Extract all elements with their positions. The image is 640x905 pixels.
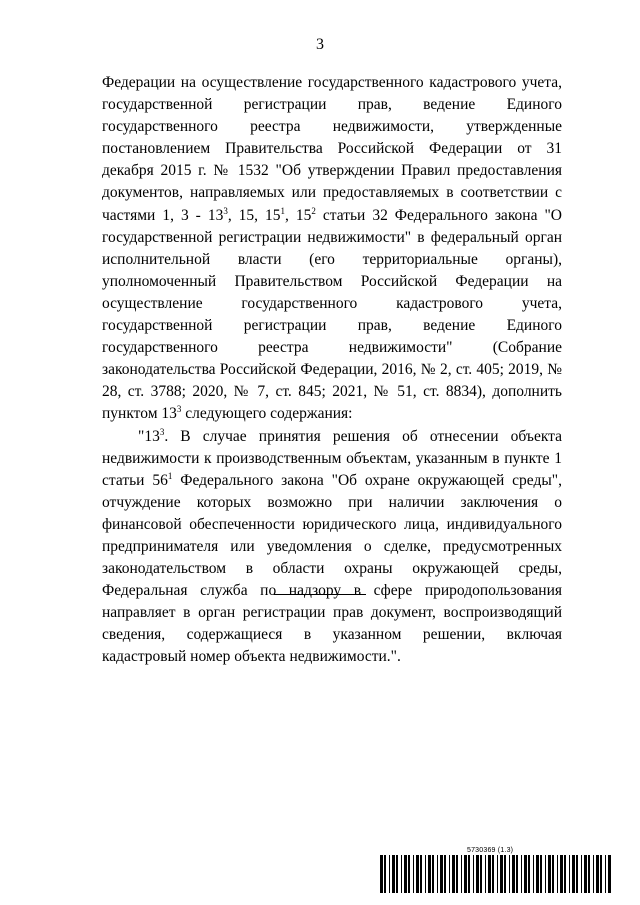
barcode-bar (560, 855, 563, 893)
barcode-bar (497, 855, 498, 893)
barcode-bar (380, 855, 383, 893)
barcode-bar (596, 855, 599, 893)
superscript: 1 (280, 205, 286, 216)
barcode-bar (533, 855, 534, 893)
barcode-bar (461, 855, 462, 893)
barcode (380, 855, 614, 893)
barcode-bar (545, 855, 546, 893)
amendment-intro-paragraph (102, 72, 562, 426)
barcode-bar (420, 855, 422, 893)
barcode-bar (521, 855, 522, 893)
barcode-bar (444, 855, 446, 893)
barcode-bar (516, 855, 518, 893)
barcode-bar (464, 855, 467, 893)
superscript: 2 (311, 205, 316, 216)
barcode-bar (572, 855, 575, 893)
barcode-bar (485, 855, 486, 893)
barcode-bar (392, 855, 395, 893)
barcode-bar (452, 855, 455, 893)
superscript: 3 (223, 205, 228, 216)
barcode-bar (504, 855, 506, 893)
barcode-bar (528, 855, 530, 893)
superscript: 3 (176, 404, 182, 415)
barcode-bar (389, 855, 390, 893)
barcode-bar (552, 855, 554, 893)
barcode-bar (468, 855, 470, 893)
paragraph-text: . В случае принятия решения об отнесении объекта недвижимости к производственным объектам, указанным в пункте 1 статьи 56 (102, 427, 562, 489)
barcode-bar (548, 855, 551, 893)
barcode-label: 5730369 (1.3) (467, 847, 514, 854)
barcode-bar (581, 855, 582, 893)
paragraph-text: "13 (138, 427, 160, 445)
barcode-bar (456, 855, 458, 893)
barcode-bar (524, 855, 527, 893)
barcode-bar (557, 855, 558, 893)
barcode-bar (593, 855, 594, 893)
barcode-bar (488, 855, 491, 893)
barcode-bar (440, 855, 443, 893)
page-number: 3 (316, 36, 324, 53)
superscript: 3 (159, 426, 165, 437)
barcode-bar (413, 855, 414, 893)
barcode-bar (605, 855, 606, 893)
barcode-bar (449, 855, 450, 893)
barcode-bar (432, 855, 434, 893)
barcode-bar (476, 855, 479, 893)
barcode-bar (608, 855, 611, 893)
barcode-bar (437, 855, 438, 893)
paragraph-text: , 15, 15 (227, 206, 281, 224)
barcode-bar (408, 855, 410, 893)
barcode-bar (584, 855, 587, 893)
superscript: 1 (167, 470, 173, 481)
barcode-bar (404, 855, 407, 893)
paragraph-text: Федерального закона "Об охране окружающей среды", отчуждение которых возможно при наличии заключения о финансовой обеспеченности юридического лица, индивидуального предпринимателя или уведомления о сделке, предусмотренных законодательством в области охраны окружающей среды, Федеральная служба по надзору в сфере природопользования направляет в орган регистрации прав документ, воспроизводящий сведения, содержащиеся в указанном решении, включая кадастровый номер объекта недвижимости.". (102, 471, 562, 666)
paragraph-text: , 15 (285, 206, 312, 224)
barcode-bar (512, 855, 515, 893)
barcode-bar (401, 855, 402, 893)
paragraph-text: статьи 32 Федерального закона "О государственной регистрации недвижимости" в федеральный орган исполнительной власти (его территориальные органы), уполномоченный Правительством Российской Федерации на осуществление государственного кадастрового учета, государственной регистрации прав, ведение Единого государственного реестра недвижимости" (Собрание законодательства Российской Федерации, 2016, № 2, ст. 405; 2019, № 28, ст. 3788; 2020, № 7, ст. 845; 2021, № 51, ст. 8834), дополнить пунктом 13 (102, 206, 562, 423)
barcode-bar (509, 855, 510, 893)
new-clause-paragraph (102, 426, 562, 669)
barcode-bar (600, 855, 602, 893)
end-divider (274, 594, 366, 595)
barcode-bar (416, 855, 419, 893)
barcode-bar (384, 855, 386, 893)
barcode-bar (480, 855, 482, 893)
paragraph-text: следующего содержания: (181, 405, 353, 423)
barcode-bar (425, 855, 426, 893)
barcode-bar (500, 855, 503, 893)
barcode-bar (396, 855, 398, 893)
paragraph-text: Федерации на осуществление государственного кадастрового учета, государственной регистрации прав, ведение Единого государственного реестра недвижимости, утвержденные постановлением Правительства Российской Федерации от 31 декабря 2015 г. № 1532 "Об утверждении Правил предоставления документов, направляемых или предоставляемых в соответствии с частями 1, 3 - 13 (102, 74, 562, 224)
barcode-bar (564, 855, 566, 893)
document-body (102, 72, 562, 669)
barcode-bar (536, 855, 539, 893)
barcode-bar (473, 855, 474, 893)
barcode-bar (588, 855, 590, 893)
barcode-bar (569, 855, 570, 893)
barcode-bar (492, 855, 494, 893)
barcode-bar (576, 855, 578, 893)
barcode-bar (428, 855, 431, 893)
barcode-bar (540, 855, 542, 893)
